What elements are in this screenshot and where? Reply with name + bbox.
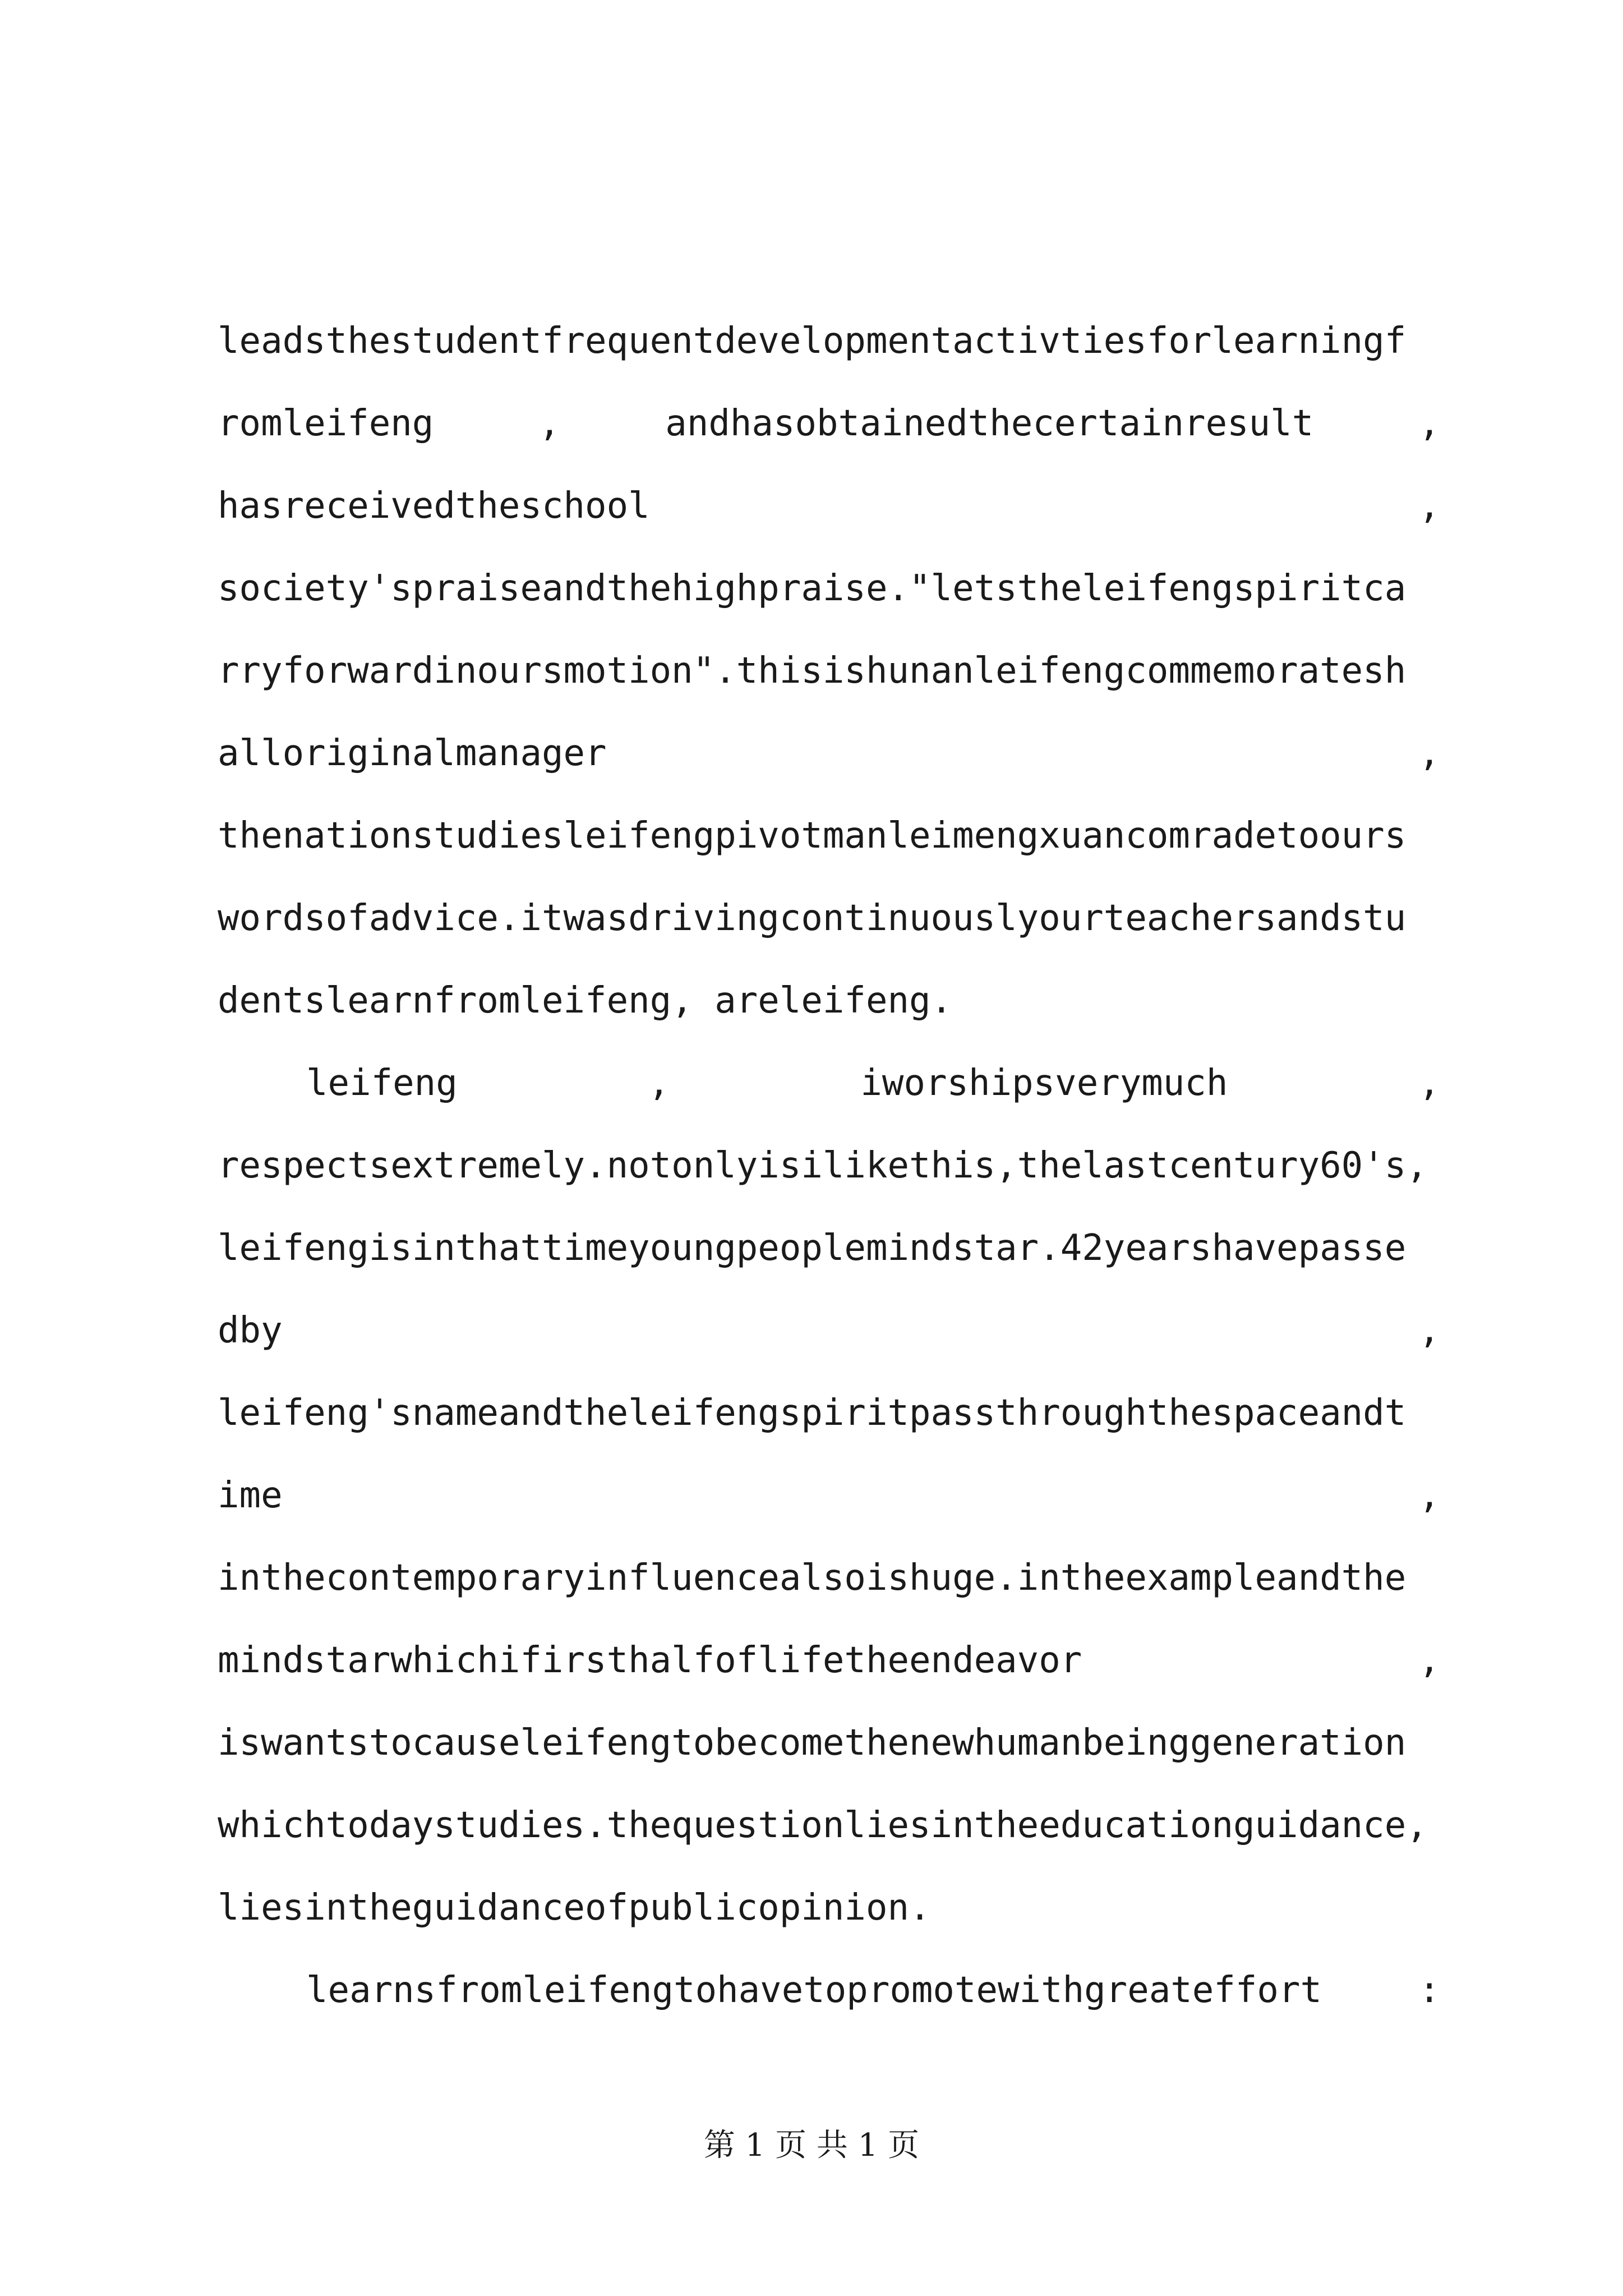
text-segment: , [1418, 733, 1440, 774]
text-segment: andhasobtainedthecertainresult [665, 403, 1314, 444]
text-line [218, 1455, 1440, 1537]
text-line: rryforwardinoursmotion".thisishunanleifengcommemoratesh [218, 650, 1407, 692]
text-segment: iworshipsverymuch [860, 1062, 1228, 1104]
text-segment: ime [218, 1475, 283, 1516]
text-line [218, 1619, 1440, 1702]
text-line: iswantstocauseleifengtobecomethenewhumanbeinggeneration [218, 1722, 1407, 1764]
text-segment: , [1418, 485, 1440, 527]
text-segment: : [1418, 1970, 1440, 2011]
text-segment: romleifeng [218, 403, 434, 444]
text-line: society'spraiseandthehighpraise."letstheleifengspiritca [218, 568, 1407, 609]
text-segment: , [1418, 1475, 1440, 1516]
text-line: leadsthestudentfrequentdevelopmentactivtiesforlearningf [218, 320, 1407, 362]
text-line [218, 1949, 1440, 2032]
text-line: whichtodaystudies.thequestionliesintheeducationguidance, [218, 1805, 1428, 1846]
text-segment: leifeng [306, 1062, 458, 1104]
text-line: respectsextremely.notonlyisilikethis,thelastcentury60's, [218, 1145, 1428, 1186]
text-line [218, 465, 1440, 547]
page-footer: 第 1 页 共 1 页 [703, 2127, 920, 2164]
text-segment: mindstarwhichifirsthalfoflifetheendeavor [218, 1640, 1082, 1681]
text-line [218, 383, 1440, 465]
text-segment: , [1418, 1640, 1440, 1681]
text-segment: dby [218, 1310, 283, 1351]
text-line [218, 712, 1440, 795]
text-segment: hasreceivedtheschool [218, 485, 650, 527]
text-segment: , [1418, 1310, 1440, 1351]
text-line: leifengisinthattimeyoungpeoplemindstar.42yearshavepasse [218, 1227, 1407, 1269]
text-segment: , [538, 403, 561, 444]
text-segment: learnsfromleifengtohavetopromotewithgreateffort [306, 1970, 1322, 2011]
text-line: thenationstudiesleifengpivotmanleimengxuancomradetoours [218, 815, 1407, 857]
text-line [218, 1290, 1440, 1372]
body-text [218, 300, 1440, 2032]
text-segment: , [1418, 403, 1440, 444]
text-line: wordsofadvice.itwasdrivingcontinuouslyourteachersandstu [218, 898, 1407, 939]
text-line: leifeng'snameandtheleifengspiritpassthroughthespaceandt [218, 1392, 1407, 1434]
text-line: liesintheguidanceofpublicopinion. [218, 1887, 931, 1929]
text-segment: , [648, 1062, 670, 1104]
text-line: dentslearnfromleifeng, areleifeng. [218, 980, 953, 1022]
text-line [218, 1042, 1440, 1125]
text-segment: alloriginalmanager [218, 733, 607, 774]
text-segment: , [1418, 1062, 1440, 1104]
text-line: inthecontemporaryinfluencealsoishuge.intheexampleandthe [218, 1557, 1407, 1599]
